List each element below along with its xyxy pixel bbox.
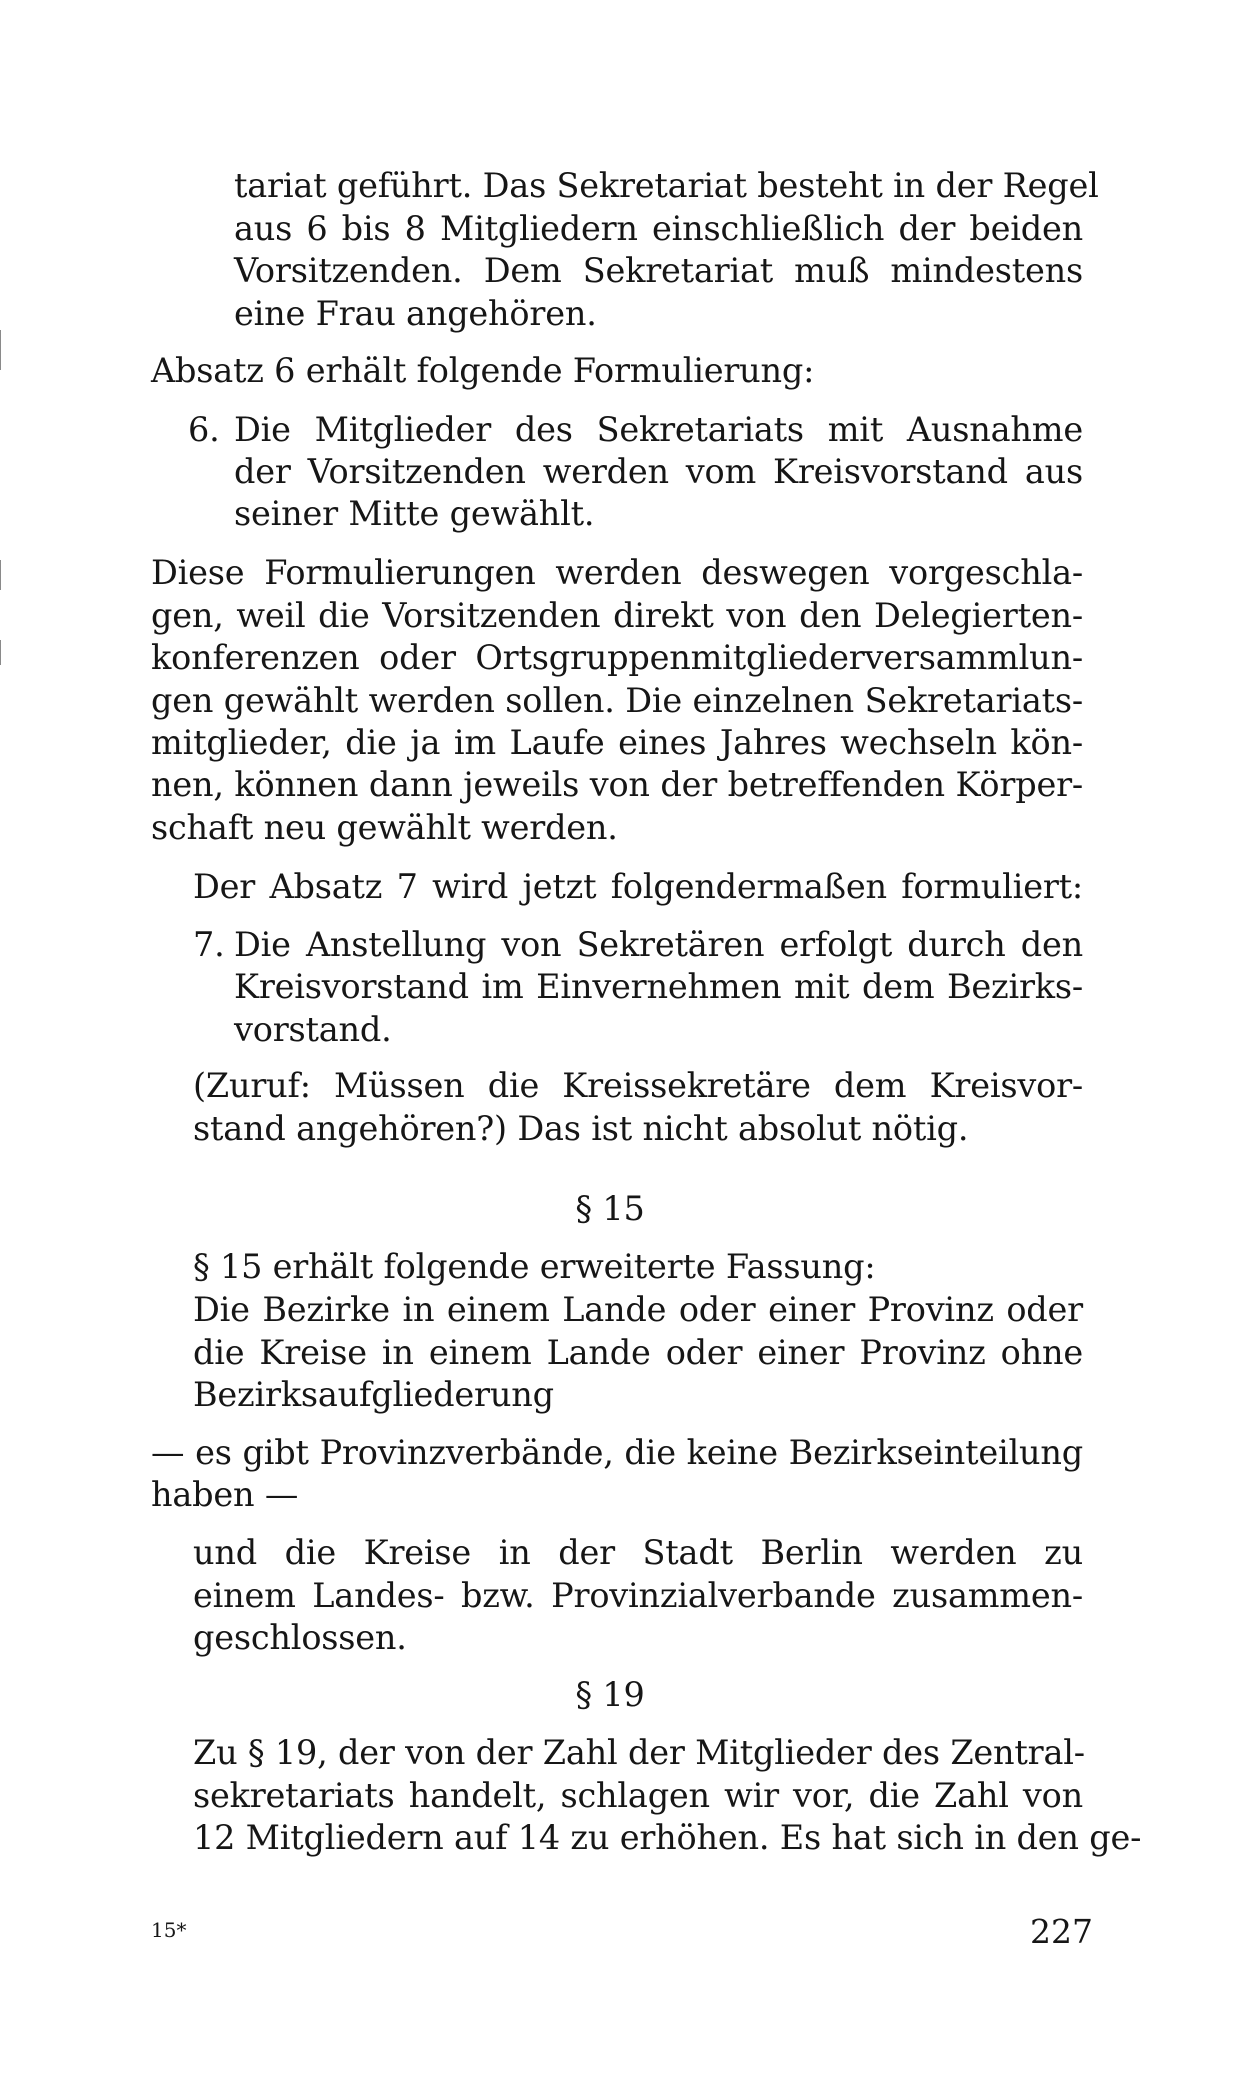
text-line: Vorsitzenden. Dem Sekretariat muß mindestens [234, 251, 1083, 290]
text-line: tariat geführt. Das Sekretariat besteht in der Regel [234, 166, 1099, 205]
printer-signature: 15* [151, 1918, 187, 1942]
text-line: Die Anstellung von Sekretären erfolgt durch den [234, 925, 1083, 964]
text-line: eine Frau angehören. [234, 294, 597, 333]
text-line: mitglieder, die ja im Laufe eines Jahres wechseln kön- [151, 723, 1083, 762]
text-line: Der Absatz 7 wird jetzt folgendermaßen formuliert: [193, 867, 1083, 906]
text-line: Absatz 6 erhält folgende Formulierung: [151, 351, 815, 390]
text-line: Die Mitglieder des Sekretariats mit Ausnahme [234, 410, 1083, 449]
item-number: 7. [193, 925, 225, 964]
item-number: 6. [188, 410, 220, 449]
text-line: (Zuruf: Müssen die Kreissekretäre dem Kreisvor- [193, 1066, 1083, 1105]
text-line: konferenzen oder Ortsgruppenmitgliederversammlun- [151, 638, 1083, 677]
text-line: Diese Formulierungen werden deswegen vorgeschla- [151, 553, 1083, 592]
text-line: Zu § 19, der von der Zahl der Mitglieder des Zentral- [193, 1733, 1085, 1772]
section-heading: § 19 [575, 1675, 645, 1714]
text-line: sekretariats handelt, schlagen wir vor, die Zahl von [193, 1776, 1083, 1815]
text-line: stand angehören?) Das ist nicht absolut nötig. [193, 1109, 969, 1148]
text-line: 12 Mitgliedern auf 14 zu erhöhen. Es hat sich in den ge- [193, 1818, 1142, 1857]
section-heading: § 15 [575, 1189, 645, 1228]
text-line: der Vorsitzenden werden vom Kreisvorstand aus [234, 452, 1083, 491]
scan-edge-mark [0, 640, 1, 665]
text-line: Die Bezirke in einem Lande oder einer Provinz oder [193, 1290, 1083, 1329]
text-line: geschlossen. [193, 1618, 407, 1657]
page-number: 227 [1030, 1912, 1093, 1951]
text-line: nen, können dann jeweils von der betreffenden Körper- [151, 765, 1083, 804]
text-line: Bezirksaufgliederung [193, 1375, 554, 1414]
text-line: aus 6 bis 8 Mitgliedern einschließlich der beiden [234, 209, 1083, 248]
text-line: die Kreise in einem Lande oder einer Provinz ohne [193, 1333, 1083, 1372]
text-line: haben — [151, 1475, 299, 1514]
text-line: einem Landes- bzw. Provinzialverbande zusammen- [193, 1576, 1083, 1615]
text-line: — es gibt Provinzverbände, die keine Bezirkseinteilung [151, 1433, 1083, 1472]
text-line: seiner Mitte gewählt. [234, 494, 595, 533]
text-line: gen, weil die Vorsitzenden direkt von den Delegierten- [151, 596, 1083, 635]
text-line: § 15 erhält folgende erweiterte Fassung: [193, 1247, 876, 1286]
text-line: Kreisvorstand im Einvernehmen mit dem Bezirks- [234, 967, 1083, 1006]
text-line: gen gewählt werden sollen. Die einzelnen Sekretariats- [151, 681, 1083, 720]
scan-edge-mark [0, 330, 1, 370]
text-line: und die Kreise in der Stadt Berlin werden zu [193, 1533, 1083, 1572]
text-line: schaft neu gewählt werden. [151, 808, 618, 847]
scan-edge-mark [0, 560, 1, 590]
text-line: vorstand. [234, 1010, 392, 1049]
